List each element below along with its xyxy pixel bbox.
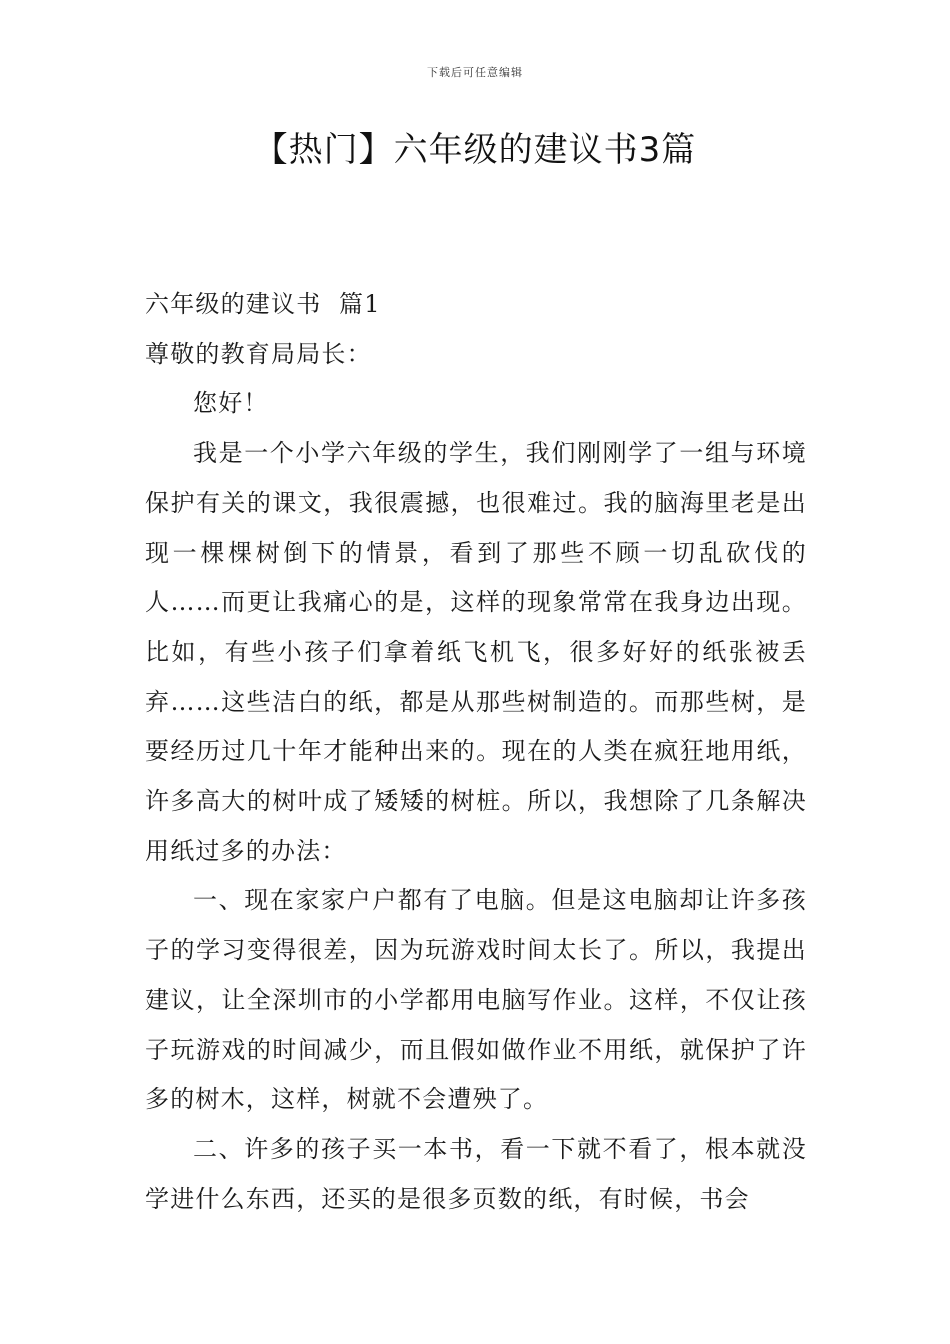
section-heading: 六年级的建议书 篇1 (145, 290, 381, 318)
document-title: 【热门】六年级的建议书3篇 (253, 130, 697, 170)
salutation: 尊敬的教育局局长： (145, 339, 372, 368)
greeting: 您好！ (193, 389, 269, 418)
document-body (145, 280, 807, 1224)
paragraph: 二、许多的孩子买一本书，看一下就不看了，根本就没学进什么东西，还买的是很多页数的纸，有时候，书会 (145, 1134, 807, 1213)
paragraph: 一、现在家家户户都有了电脑。但是这电脑却让许多孩子的学习变得很差，因为玩游戏时间太长了。所以，我提出建议，让全深圳市的小学都用电脑写作业。这样，不仅让孩子玩游戏的时间减少，而且假如做作业不用纸，就保护了许多的树木，这样，树就不会遭殃了。 (145, 886, 807, 1114)
paragraph: 我是一个小学六年级的学生，我们刚刚学了一组与环境保护有关的课文，我很震撼，也很难过。我的脑海里老是出现一棵棵树倒下的情景，看到了那些不顾一切乱砍伐的人……而更让我痛心的是，这样的现象常常在我身边出现。比如，有些小孩子们拿着纸飞机飞，很多好好的纸张被丢弃……这些洁白的纸，都是从那些树制造的。而那些树，是要经历过几十年才能种出来的。现在的人类在疯狂地用纸，许多高大的树叶成了矮矮的树桩。所以，我想除了几条解决用纸过多的办法： (145, 439, 807, 865)
header-note: 下载后可任意编辑 (427, 66, 523, 79)
